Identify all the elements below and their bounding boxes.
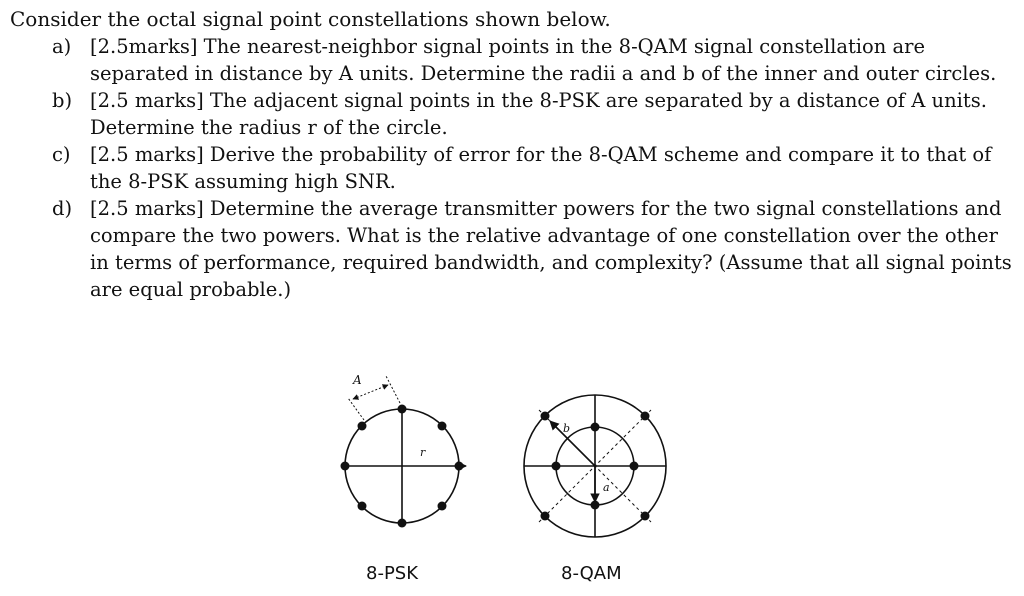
question-list [52,33,1012,303]
qam-signal-point [641,512,650,521]
psk-signal-point [438,422,447,431]
psk-signal-point [455,462,464,471]
constellation-figure [320,352,690,542]
qam-signal-point [641,412,650,421]
psk-distance-extension-line [348,398,364,420]
qam-outer-radius-label: b [563,422,571,435]
qam-signal-point [552,462,561,471]
question-b [52,87,1012,141]
question-text: [2.5 marks] The adjacent signal points in the 8-PSK are separated by a distance of A units. Determine the radius r of the circle. [90,89,987,139]
qam-signal-point [541,512,550,521]
question-d [52,195,1012,303]
qam-signal-point [591,501,600,510]
qam-inner-radius-label: a [603,481,610,494]
psk-signal-point [341,462,350,471]
psk-distance-label: A [353,373,362,387]
psk-caption: 8-PSK [366,563,419,584]
psk-distance-extension-line [386,376,400,403]
question-text: [2.5 marks] Derive the probability of error for the 8-QAM scheme and compare it to that of the 8-PSK assuming high SNR. [90,143,992,193]
question-text: [2.5marks] The nearest-neighbor signal points in the 8-QAM signal constellation are separated in distance by A units. Determine the radii a and b of the inner and outer circles. [90,35,997,85]
qam-signal-point [541,412,550,421]
psk-signal-point [358,502,367,511]
psk-signal-point [398,405,407,414]
qam-caption: 8-QAM [561,563,622,584]
question-label: c) [52,143,71,166]
qam-signal-point [591,423,600,432]
question-text: [2.5 marks] Determine the average transmitter powers for the two signal constellations and compare the two powers. What is the relative advantage of one constellation over the other in terms of performance, required bandwidth, and complexity? (Assume that all signal points are equal probable.) [90,197,1012,301]
qam-constellation [524,395,666,537]
psk-signal-point [398,519,407,528]
problem-intro: Consider the octal signal point constellations shown below. [10,7,611,31]
psk-signal-point [438,502,447,511]
psk-signal-point [358,422,367,431]
question-c [52,141,1012,195]
question-a [52,33,1012,87]
question-label: a) [52,35,72,58]
psk-distance-arrow [353,385,388,399]
psk-radius-label: r [420,446,426,459]
question-label: b) [52,89,73,112]
qam-signal-point [630,462,639,471]
question-label: d) [52,197,73,220]
psk-constellation [341,373,467,528]
